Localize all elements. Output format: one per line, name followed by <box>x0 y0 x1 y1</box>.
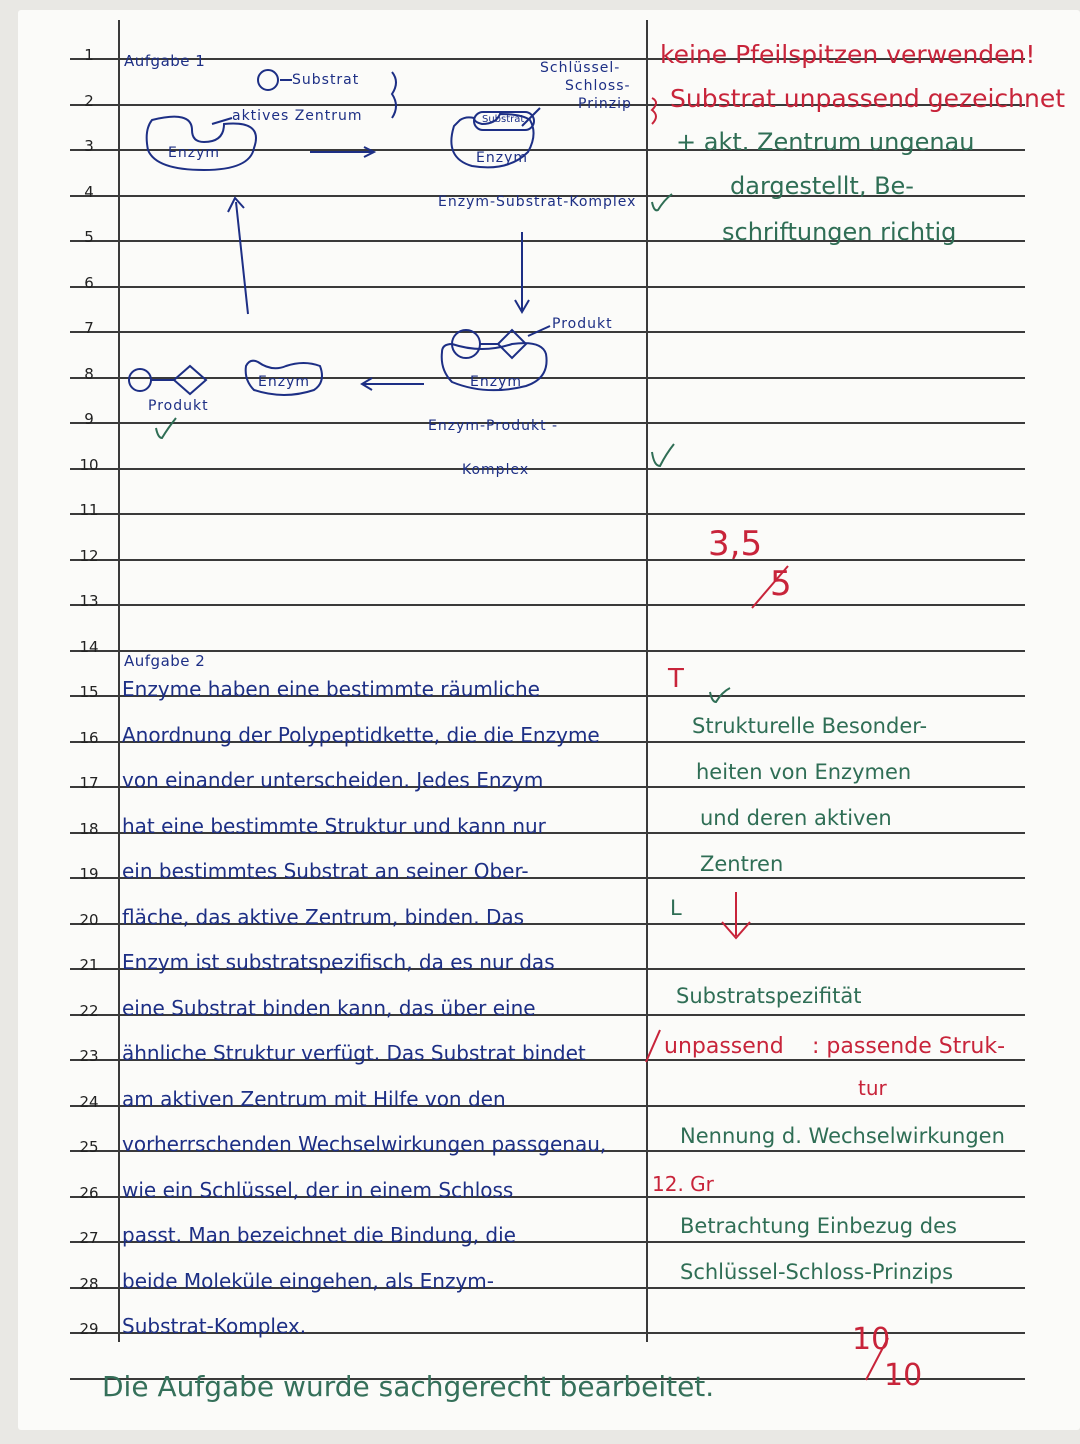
line-number: 14 <box>79 638 99 656</box>
feedback-unpassend: unpassend <box>664 1034 784 1059</box>
enzyme-shape-complex <box>451 114 533 167</box>
line-number: 15 <box>79 683 99 701</box>
feedback-struct-line-4: Zentren <box>700 852 784 876</box>
line-number: 23 <box>79 1047 99 1065</box>
task2-line: Enzyme haben eine bestimmte räumliche <box>122 677 540 701</box>
line-number: 24 <box>79 1093 99 1111</box>
task2-line: Substrat-Komplex. <box>122 1314 307 1338</box>
line-number: 29 <box>79 1320 99 1338</box>
line-number: 7 <box>84 319 94 337</box>
arrow-left <box>362 378 424 390</box>
product-label: Produkt <box>148 398 209 414</box>
feedback-line-1: keine Pfeilspitzen verwenden! <box>660 40 1036 69</box>
lock-key-label-2: Schloss- <box>565 78 631 94</box>
task2-heading: Aufgabe 2 <box>124 652 206 670</box>
task2-line: ähnliche Struktur verfügt. Das Substrat bindet <box>122 1041 586 1065</box>
line-number: 25 <box>79 1138 99 1156</box>
task2-score-denominator: 10 <box>884 1358 923 1393</box>
line-number: 17 <box>79 774 99 792</box>
substrat-label: Substrat <box>292 72 360 88</box>
line-number: 5 <box>84 228 94 246</box>
check-mark-line10 <box>652 444 674 466</box>
check-mark-task2 <box>710 688 730 702</box>
line-number: 22 <box>79 1002 99 1020</box>
task2-line: am aktiven Zentrum mit Hilfe von den <box>122 1087 506 1111</box>
task2-line: ein bestimmtes Substrat an seiner Ober- <box>122 859 529 883</box>
task2-line: Anordnung der Polypeptidkette, die die Enzyme <box>122 723 600 747</box>
final-comment: Die Aufgabe wurde sachgerecht bearbeitet. <box>102 1370 715 1403</box>
down-arrow-red <box>722 892 750 938</box>
product-label-top: Produkt <box>552 316 613 332</box>
task2-line: wie ein Schlüssel, der in einem Schloss <box>122 1178 514 1202</box>
task2-line: von einander unterscheiden. Jedes Enzym <box>122 768 544 792</box>
line-number: 20 <box>79 911 99 929</box>
substrate-circle <box>258 70 278 90</box>
line-number: 11 <box>79 501 99 519</box>
feedback-line-5: schriftungen richtig <box>722 218 957 246</box>
line-number: 6 <box>84 274 94 292</box>
task2-line: beide Moleküle eingehen, als Enzym- <box>122 1269 494 1293</box>
line-number: 2 <box>84 92 94 110</box>
task2-score-numerator: 10 <box>852 1322 891 1357</box>
ep-complex-label-2: Komplex <box>462 462 530 478</box>
task2-line: eine Substrat binden kann, das über eine <box>122 996 536 1020</box>
task1-score-denominator: 5 <box>770 564 792 604</box>
arrow-down <box>515 232 529 312</box>
product-pointer <box>528 326 550 336</box>
feedback-struct-line-1: Strukturelle Besonder- <box>692 714 928 738</box>
label-brace <box>392 72 396 118</box>
check-mark-complex <box>652 194 672 210</box>
line-number: 3 <box>84 137 94 155</box>
active-center-label: aktives Zentrum <box>232 108 363 124</box>
product-circle <box>129 369 151 391</box>
task1-score-numerator: 3,5 <box>708 524 763 564</box>
line-number: 21 <box>79 956 99 974</box>
feedback-struct-line-2: heiten von Enzymen <box>696 760 912 784</box>
substrat-in-enzyme-label: Substrat <box>482 114 525 125</box>
feedback-t-mark: T <box>668 664 684 694</box>
line-number: 18 <box>79 820 99 838</box>
feedback-tur: tur <box>858 1076 887 1100</box>
free-enzyme-label: Enzym <box>258 374 310 390</box>
feedback-gr: 12. Gr <box>652 1172 714 1196</box>
feedback-nennung: Nennung d. Wechselwirkungen <box>680 1124 1005 1148</box>
line-number: 26 <box>79 1184 99 1202</box>
feedback-line-3: + akt. Zentrum ungenau <box>676 128 975 156</box>
check-mark-product <box>156 418 176 438</box>
task2-line: Enzym ist substratspezifisch, da es nur das <box>122 950 555 974</box>
line-number: 10 <box>79 456 99 474</box>
line-number: 27 <box>79 1229 99 1247</box>
arrow-right <box>310 147 374 157</box>
line-number: 16 <box>79 729 99 747</box>
enzyme-product-label: Enzym <box>470 374 522 390</box>
feedback-brace-red <box>652 98 656 124</box>
task2-line: hat eine bestimmte Struktur und kann nur <box>122 814 546 838</box>
line-number: 19 <box>79 865 99 883</box>
task1-heading: Aufgabe 1 <box>124 52 206 70</box>
feedback-passende: : passende Struk- <box>812 1034 1006 1059</box>
enzyme-shape-start <box>147 117 256 170</box>
lock-key-label-1: Schlüssel- <box>540 60 621 76</box>
line-number: 8 <box>84 365 94 383</box>
feedback-struct-line-3: und deren aktiven <box>700 806 892 830</box>
lock-key-label-3: Prinzip <box>578 96 632 112</box>
line-number: 28 <box>79 1275 99 1293</box>
arrow-up <box>228 198 248 314</box>
feedback-line-2: Substrat unpassend gezeichnet <box>670 84 1066 113</box>
line-number: 4 <box>84 183 94 201</box>
line-number: 9 <box>84 410 94 428</box>
task2-line: fläche, das aktive Zentrum, binden. Das <box>122 905 525 929</box>
task2-line: vorherrschenden Wechselwirkungen passgenau, <box>122 1132 607 1156</box>
enzyme-shape-free <box>246 361 322 395</box>
feedback-betrachtung-2: Schlüssel-Schloss-Prinzips <box>680 1260 954 1284</box>
enzyme-in-complex-label: Enzym <box>476 150 528 166</box>
line-number: 13 <box>79 592 99 610</box>
line-number: 1 <box>84 46 94 64</box>
feedback-betrachtung-1: Betrachtung Einbezug des <box>680 1214 957 1238</box>
enzyme-label-start: Enzym <box>168 145 220 161</box>
es-complex-label: Enzym-Substrat-Komplex <box>438 194 637 210</box>
ep-complex-label-1: Enzym-Produkt - <box>428 418 559 434</box>
product-diamond <box>174 366 206 394</box>
product-circle-complex <box>452 330 480 358</box>
divider-stroke-red <box>646 1030 660 1062</box>
enzyme-shape-product <box>442 343 547 390</box>
feedback-substratspezifitaet: Substratspezifität <box>676 984 862 1008</box>
feedback-l-mark: L <box>670 896 682 920</box>
line-number: 12 <box>79 547 99 565</box>
feedback-line-4: dargestellt, Be- <box>730 172 914 200</box>
task2-line: passt. Man bezeichnet die Bindung, die <box>122 1223 516 1247</box>
